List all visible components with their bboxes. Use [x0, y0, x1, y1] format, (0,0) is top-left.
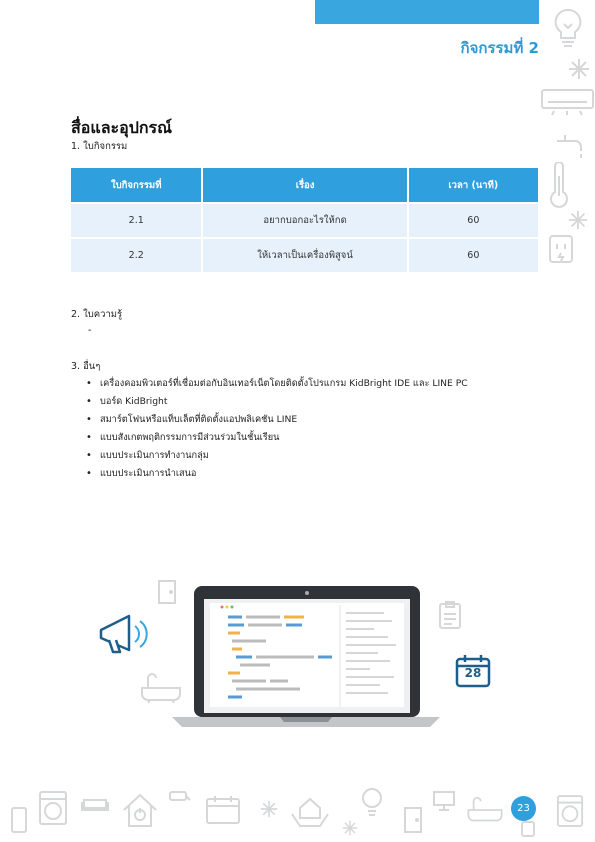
table-row — [71, 203, 538, 238]
laptop-illustration — [170, 583, 442, 729]
page-number: 23 — [511, 796, 536, 821]
table-header-cell: เรื่อง — [202, 168, 407, 203]
header-bar — [315, 0, 539, 24]
snowflake-icon — [568, 210, 588, 230]
bathtub-icon — [140, 672, 182, 704]
clipboard-icon — [438, 600, 462, 630]
faucet-icon — [555, 133, 585, 159]
calendar-icon — [455, 654, 491, 688]
washing-machine-icon — [38, 790, 68, 826]
outlet-icon — [520, 820, 536, 838]
bathtub-icon — [466, 796, 504, 824]
washing-machine-icon — [556, 794, 584, 828]
section-title: สื่อและอุปกรณ์ — [71, 118, 172, 137]
calendar-outline-icon — [205, 795, 241, 825]
house-hands-icon — [290, 792, 330, 830]
megaphone-icon — [97, 612, 153, 656]
item-knowledge-sheet-label: 2. ใบความรู้ — [71, 309, 123, 320]
item-knowledge-sheet-value: - — [88, 325, 92, 336]
monitor-icon — [432, 790, 456, 812]
table-cell: 2.2 — [71, 238, 202, 272]
item-activity-sheet-label: 1. ใบกิจกรรม — [71, 141, 128, 152]
table-header-cell: เวลา (นาที) — [408, 168, 538, 203]
door-icon — [402, 806, 424, 834]
door-icon — [155, 579, 179, 605]
list-item: • แบบประเมินการนำเสนอ — [86, 468, 197, 479]
table-row — [71, 238, 538, 272]
table-header-cell: ใบกิจกรรมที่ — [71, 168, 202, 203]
security-camera-icon — [168, 790, 192, 808]
table-cell: อยากบอกอะไรให้กด — [202, 203, 407, 238]
calendar-number: 28 — [464, 666, 482, 680]
table-cell: 60 — [408, 203, 538, 238]
snowflake-icon — [342, 820, 358, 836]
air-conditioner-icon — [540, 88, 595, 116]
list-item: • บอร์ด KidBright — [86, 396, 168, 407]
thermometer-icon — [548, 162, 570, 208]
activity-table — [71, 168, 538, 272]
list-item: • สมาร์ตโฟนหรือแท็บเล็ตที่ติดตั้งแอปพลิเคชัน LINE — [86, 414, 298, 425]
home-power-icon — [120, 790, 160, 830]
list-item: • แบบประเมินการทำงานกลุ่ม — [86, 450, 209, 461]
snowflake-icon — [568, 58, 590, 80]
table-header-row — [71, 168, 538, 203]
item-others-label: 3. อื่นๆ — [71, 361, 101, 372]
snowflake-icon — [260, 800, 278, 818]
table-cell: 60 — [408, 238, 538, 272]
table-cell: ให้เวลาเป็นเครื่องพิสูจน์ — [202, 238, 407, 272]
list-item: • แบบสังเกตพฤติกรรมการมีส่วนร่วมในชั้นเรียน — [86, 432, 280, 443]
table-cell: 2.1 — [71, 203, 202, 238]
power-outlet-icon — [548, 234, 574, 264]
sofa-icon — [80, 794, 110, 814]
phone-icon — [10, 806, 28, 834]
list-item: • เครื่องคอมพิวเตอร์ที่เชื่อมต่อกับอินเทอร์เน็ตโดยติดตั้งโปรแกรม KidBright IDE และ LINE PC — [86, 378, 468, 389]
others-list — [86, 377, 468, 485]
lightbulb-icon — [550, 6, 586, 50]
activity-title: กิจกรรมที่ 2 — [460, 39, 539, 57]
lightbulb-hand-icon — [354, 785, 390, 819]
